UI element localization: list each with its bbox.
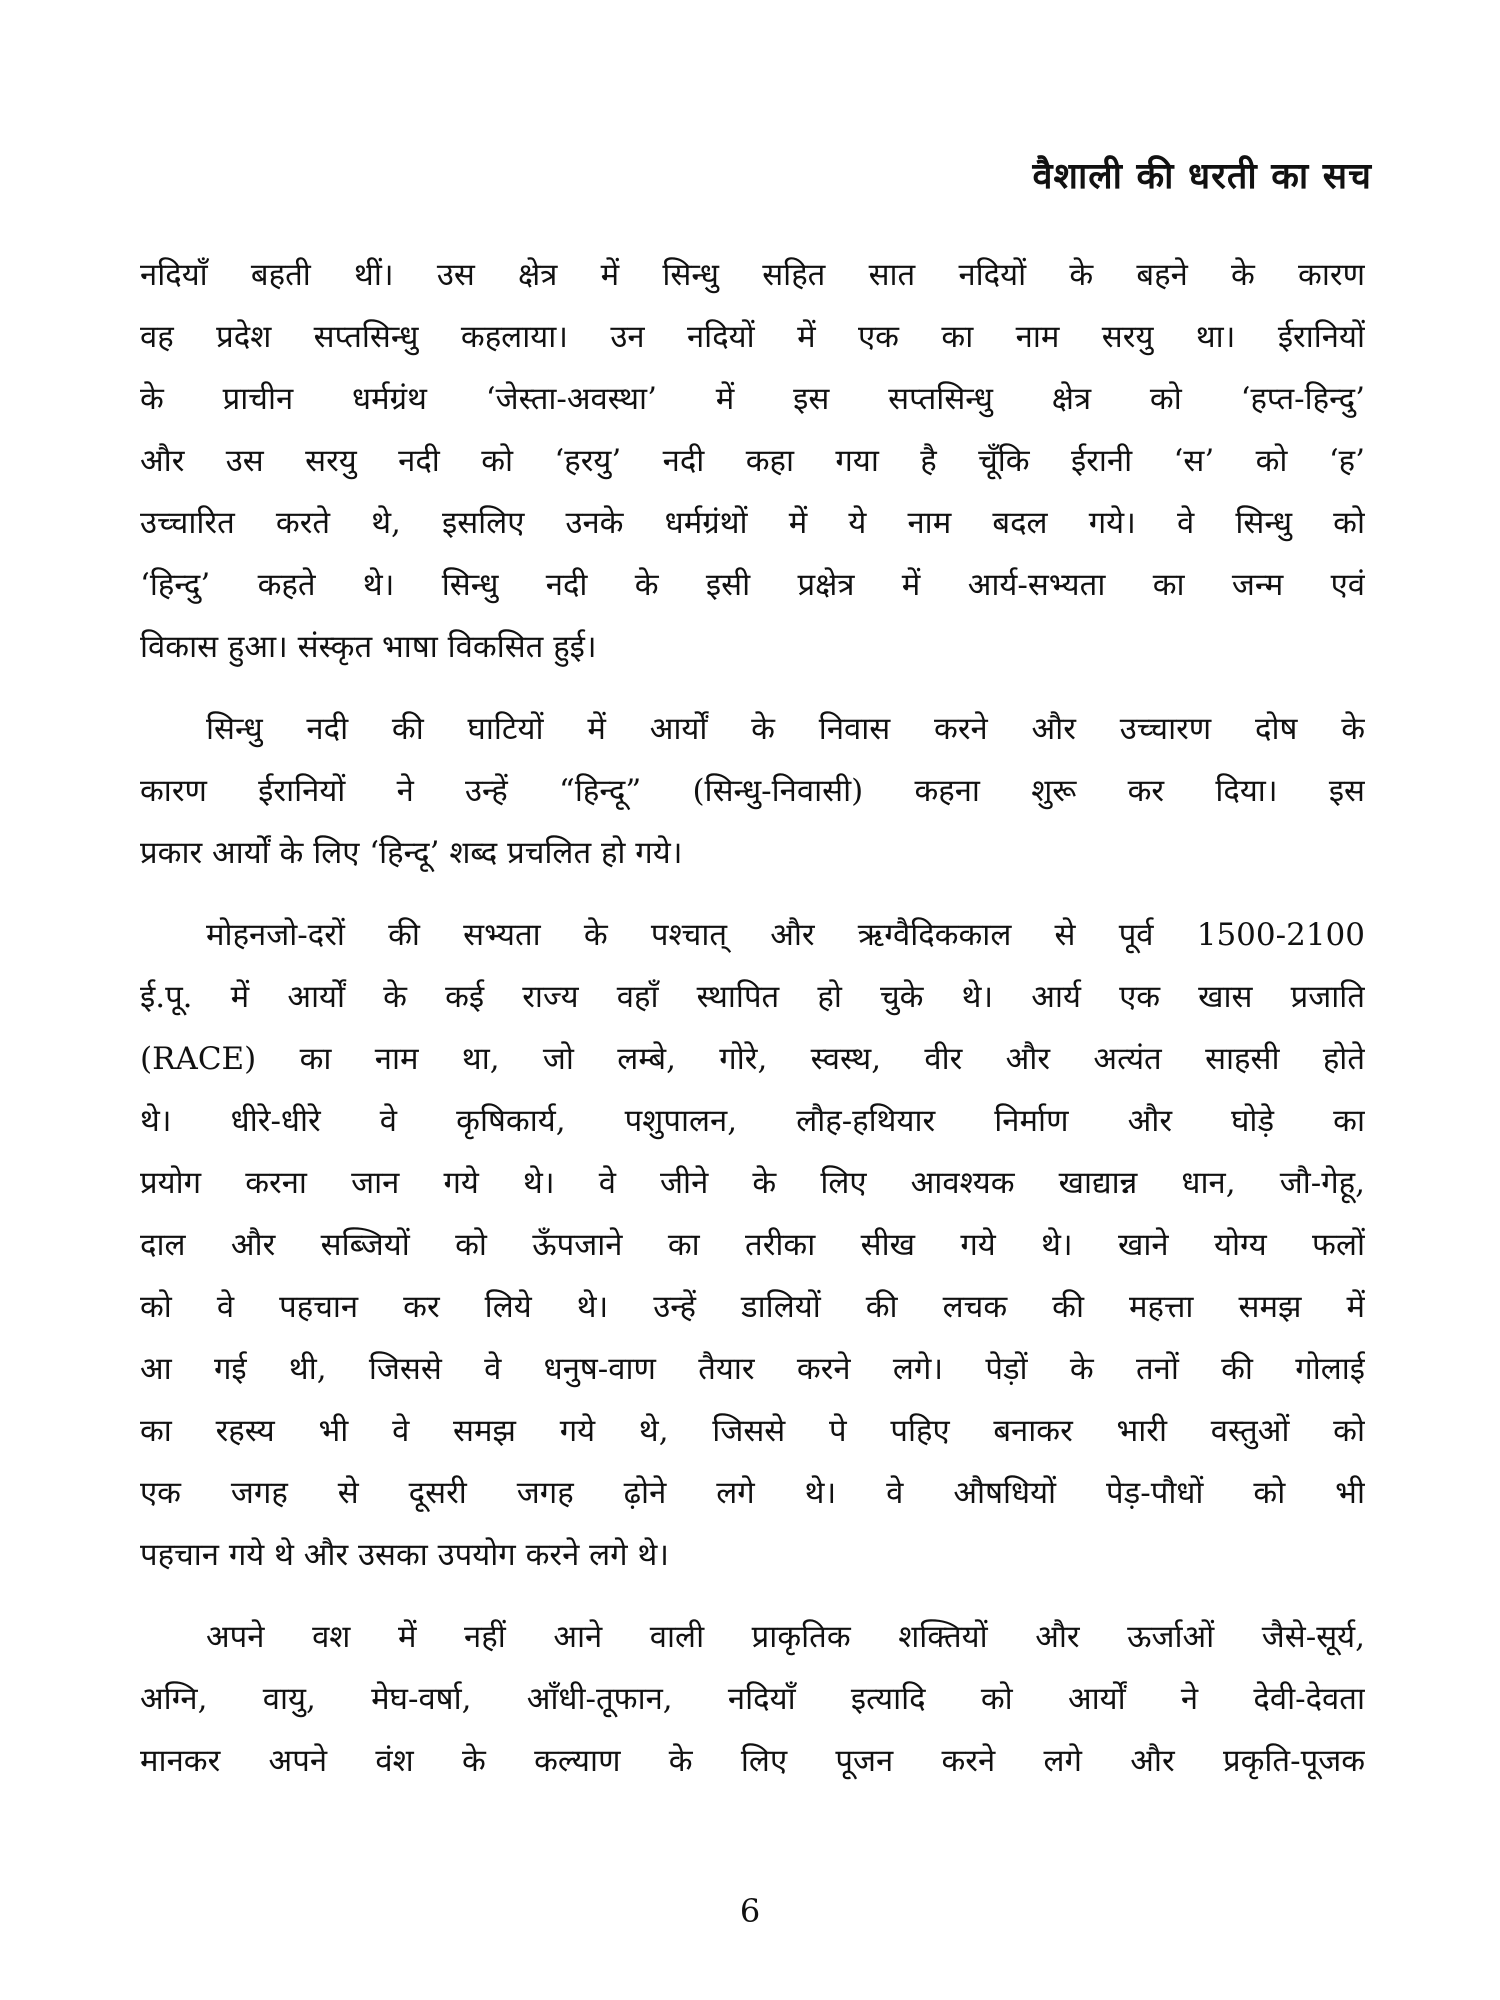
text-line: (RACE) का नाम था, जो लम्बे, गोरे, स्वस्थ, वीर और अत्यंत साहसी होते bbox=[140, 1041, 1365, 1077]
paragraph-4 bbox=[140, 1606, 1365, 1792]
text-line: ई.पू. में आर्यों के कई राज्य वहाँ स्थापित हो चुके थे। आर्य एक खास प्रजाति bbox=[140, 979, 1365, 1015]
text-line: मानकर अपने वंश के कल्याण के लिए पूजन करने लगे और प्रकृति-पूजक bbox=[140, 1743, 1365, 1779]
text-line: प्रयोग करना जान गये थे। वे जीने के लिए आवश्यक खाद्यान्न धान, जौ-गेहू, bbox=[140, 1165, 1365, 1201]
paragraph-3 bbox=[140, 904, 1365, 1586]
page-number: 6 bbox=[739, 1892, 761, 1930]
text-line: सिन्धु नदी की घाटियों में आर्यों के निवास करने और उच्चारण दोष के bbox=[206, 711, 1365, 747]
paragraph-1 bbox=[140, 244, 1365, 678]
text-line: पहचान गये थे और उसका उपयोग करने लगे थे। bbox=[140, 1537, 670, 1573]
text-line: नदियाँ बहती थीं। उस क्षेत्र में सिन्धु सहित सात नदियों के बहने के कारण bbox=[140, 257, 1365, 293]
text-line: का रहस्य भी वे समझ गये थे, जिससे पे पहिए बनाकर भारी वस्तुओं को bbox=[140, 1413, 1365, 1449]
paragraph-gap bbox=[140, 1586, 1365, 1606]
paragraph-gap bbox=[140, 884, 1365, 904]
text-line: दाल और सब्जियों को ऊँपजाने का तरीका सीख गये थे। खाने योग्य फलों bbox=[140, 1227, 1365, 1263]
text-line: उच्चारित करते थे, इसलिए उनके धर्मग्रंथों में ये नाम बदल गये। वे सिन्धु को bbox=[140, 505, 1365, 541]
paragraph-2 bbox=[140, 698, 1365, 884]
text-line: अपने वश में नहीं आने वाली प्राकृतिक शक्तियों और ऊर्जाओं जैसे-सूर्य, bbox=[206, 1619, 1365, 1655]
text-line: थे। धीरे-धीरे वे कृषिकार्य, पशुपालन, लौह-हथियार निर्माण और घोड़े का bbox=[140, 1103, 1365, 1139]
text-line: को वे पहचान कर लिये थे। उन्हें डालियों की लचक की महत्ता समझ में bbox=[140, 1289, 1365, 1325]
text-line: अग्नि, वायु, मेघ-वर्षा, आँधी-तूफान, नदियाँ इत्यादि को आर्यों ने देवी-देवता bbox=[140, 1681, 1365, 1717]
text-line: विकास हुआ। संस्कृत भाषा विकसित हुई। bbox=[140, 629, 597, 665]
text-line: एक जगह से दूसरी जगह ढ़ोने लगे थे। वे औषधियों पेड़-पौधों को भी bbox=[140, 1475, 1365, 1511]
text-line: वह प्रदेश सप्तसिन्धु कहलाया। उन नदियों में एक का नाम सरयु था। ईरानियों bbox=[140, 319, 1365, 355]
text-line: और उस सरयु नदी को ‘हरयु’ नदी कहा गया है चूँकि ईरानी ‘स’ को ‘ह’ bbox=[140, 443, 1365, 479]
text-line: मोहनजो-दरों की सभ्यता के पश्चात् और ऋग्वैदिककाल से पूर्व 1500-2100 bbox=[206, 917, 1365, 953]
text-line: ‘हिन्दु’ कहते थे। सिन्धु नदी के इसी प्रक्षेत्र में आर्य-सभ्यता का जन्म एवं bbox=[140, 567, 1365, 603]
text-line: प्रकार आर्यों के लिए ‘हिन्दू’ शब्द प्रचलित हो गये। bbox=[140, 835, 683, 871]
text-line: के प्राचीन धर्मग्रंथ ‘जेस्ता-अवस्था’ में इस सप्तसिन्धु क्षेत्र को ‘हप्त-हिन्दु’ bbox=[140, 381, 1365, 417]
running-header-title: वैशाली की धरती का सच bbox=[1032, 155, 1372, 197]
body-text bbox=[140, 244, 1365, 1792]
paragraph-gap bbox=[140, 678, 1365, 698]
text-line: आ गई थी, जिससे वे धनुष-वाण तैयार करने लगे। पेड़ों के तनों की गोलाई bbox=[140, 1351, 1365, 1387]
text-line: कारण ईरानियों ने उन्हें “हिन्दू” (सिन्धु-निवासी) कहना शुरू कर दिया। इस bbox=[140, 773, 1365, 809]
